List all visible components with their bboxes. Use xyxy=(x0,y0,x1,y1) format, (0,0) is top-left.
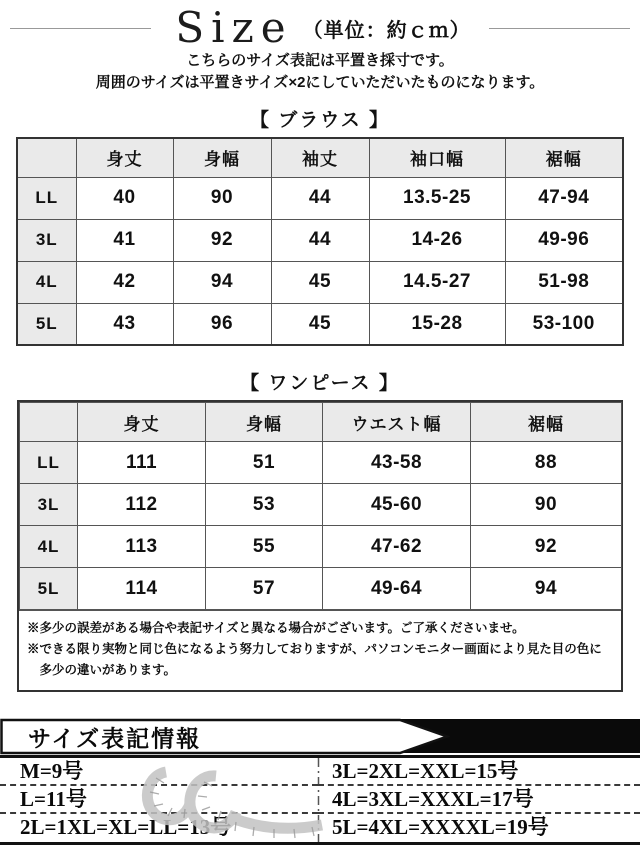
blouse-header-row xyxy=(17,138,623,177)
size-info-banner xyxy=(0,718,640,755)
table-row xyxy=(20,484,622,526)
column-header: 袖丈 xyxy=(271,138,369,177)
table-cell: 43-58 xyxy=(323,442,471,484)
subtitle-line-1: こちらのサイズ表記は平置き採寸です。 xyxy=(186,52,454,69)
size-label: 3L xyxy=(17,219,76,261)
table-cell: 41 xyxy=(76,219,173,261)
table-cell: 45-60 xyxy=(323,484,471,526)
list-item: L=11号 xyxy=(0,786,318,814)
column-header: 身丈 xyxy=(76,138,173,177)
table-cell: 88 xyxy=(471,442,622,484)
table-cell: 47-94 xyxy=(505,177,623,219)
unit-label: （単位：約ｃｍ） xyxy=(302,19,471,42)
table-cell: 57 xyxy=(206,568,323,610)
divider-line-right xyxy=(489,28,630,29)
corner-cell xyxy=(20,403,78,442)
table-cell: 92 xyxy=(173,219,271,261)
table-cell: 51-98 xyxy=(505,261,623,303)
table-cell: 53-100 xyxy=(505,303,623,345)
column-header: ウエスト幅 xyxy=(323,403,471,442)
table-cell: 40 xyxy=(76,177,173,219)
table-cell: 45 xyxy=(271,303,369,345)
table-cell: 45 xyxy=(271,261,369,303)
size-label: 4L xyxy=(20,526,78,568)
size-conversion-grid xyxy=(0,758,640,842)
table-cell: 113 xyxy=(78,526,206,568)
table-cell: 49-96 xyxy=(505,219,623,261)
table-cell: 53 xyxy=(206,484,323,526)
onepiece-header-row xyxy=(20,403,622,442)
table-cell: 13.5-25 xyxy=(369,177,505,219)
list-item: 2L=1XL=XL=LL=13号 xyxy=(20,815,232,839)
list-item: 4L=3XL=XXXL=17号 xyxy=(318,786,640,814)
table-row xyxy=(20,568,622,610)
onepiece-table-box xyxy=(17,400,623,692)
size-header xyxy=(0,0,640,94)
size-info-section xyxy=(0,718,640,845)
title-row xyxy=(0,3,640,52)
size-conversion-box xyxy=(0,755,640,845)
table-cell: 111 xyxy=(78,442,206,484)
blouse-size-table xyxy=(16,137,624,346)
table-cell: 92 xyxy=(471,526,622,568)
table-row xyxy=(20,526,622,568)
size-label: 5L xyxy=(20,568,78,610)
column-header: 身丈 xyxy=(78,403,206,442)
table-row xyxy=(17,261,623,303)
table-cell: 51 xyxy=(206,442,323,484)
table-cell: 15-28 xyxy=(369,303,505,345)
blouse-section-title: 【 ブラウス 】 xyxy=(250,110,390,131)
table-cell: 44 xyxy=(271,177,369,219)
table-cell: 49-64 xyxy=(323,568,471,610)
column-header: 袖口幅 xyxy=(369,138,505,177)
table-row xyxy=(17,177,623,219)
table-row xyxy=(17,219,623,261)
conversion-right-column xyxy=(318,758,640,842)
list-item: M=9号 xyxy=(0,758,318,786)
column-header: 裾幅 xyxy=(471,403,622,442)
column-header: 裾幅 xyxy=(505,138,623,177)
table-cell: 43 xyxy=(76,303,173,345)
table-cell: 14-26 xyxy=(369,219,505,261)
page-title: Size xyxy=(175,3,293,52)
size-label: LL xyxy=(17,177,76,219)
table-cell: 112 xyxy=(78,484,206,526)
table-cell: 44 xyxy=(271,219,369,261)
table-cell: 42 xyxy=(76,261,173,303)
size-label: 5L xyxy=(17,303,76,345)
table-row xyxy=(17,303,623,345)
table-cell: 90 xyxy=(471,484,622,526)
size-info-title: サイズ表記情報 xyxy=(28,726,202,751)
column-header: 身幅 xyxy=(206,403,323,442)
onepiece-section-title: 【 ワンピース 】 xyxy=(240,373,400,394)
table-cell: 114 xyxy=(78,568,206,610)
conversion-left-column xyxy=(0,758,318,842)
table-cell: 55 xyxy=(206,526,323,568)
onepiece-size-table xyxy=(19,402,622,610)
table-cell: 90 xyxy=(173,177,271,219)
size-label: 3L xyxy=(20,484,78,526)
list-item: 5L=4XL=XXXXL=19号 xyxy=(332,815,549,839)
table-cell: 47-62 xyxy=(323,526,471,568)
size-label: 4L xyxy=(17,261,76,303)
notes-box xyxy=(19,610,621,690)
note-line-1: ※多少の誤差がある場合や表記サイズと異なる場合がございます。ご了承くださいませ。 xyxy=(27,621,525,635)
divider-line-left xyxy=(10,28,151,29)
table-cell: 94 xyxy=(471,568,622,610)
table-row xyxy=(20,442,622,484)
subtitle-line-2: 周囲のサイズは平置きサイズ×2にしていただいたものになります。 xyxy=(95,74,545,91)
corner-cell xyxy=(17,138,76,177)
table-cell: 14.5-27 xyxy=(369,261,505,303)
list-item: 3L=2XL=XXL=15号 xyxy=(318,758,640,786)
table-cell: 96 xyxy=(173,303,271,345)
table-cell: 94 xyxy=(173,261,271,303)
note-line-2: ※できる限り実物と同じ色になるよう努力しておりますが、パソコンモニター画面により見た目の色に多少の違いがあります。 xyxy=(27,642,602,677)
column-header: 身幅 xyxy=(173,138,271,177)
size-label: LL xyxy=(20,442,78,484)
